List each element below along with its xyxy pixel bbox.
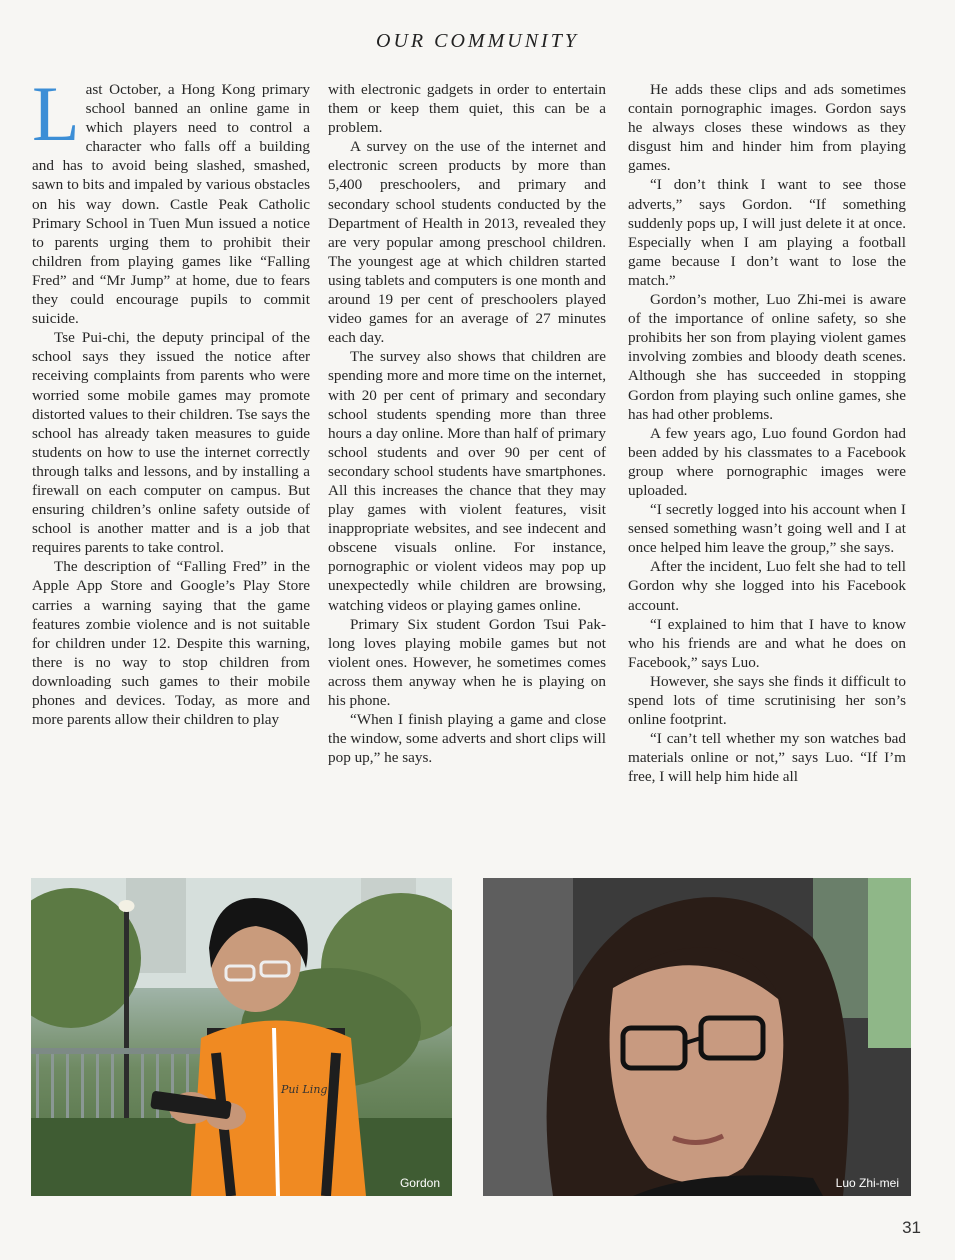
photo-caption-gordon: Gordon [399,1176,440,1190]
luo-photo-illustration [483,878,911,1196]
paragraph: Primary Six student Gordon Tsui Pak-long loves playing mobile games but not violent ones. However, he sometimes comes across them anyway when he is playing on his phone. [328,615,606,709]
paragraph: He adds these clips and ads sometimes contain pornographic images. Gordon says he always closes these windows as they disgust him and hinder him from playing games. [628,81,906,175]
photo-caption-luo: Luo Zhi-mei [835,1176,899,1190]
article-column-3 [628,80,906,786]
article-column-1 [32,70,310,729]
paragraph: The survey also shows that children are spending more and more time on the internet, with 20 per cent of primary and secondary school students spending more than three hours a day online. More than half of primary school students and over 90 per cent of secondary school students have smartphones. All this increases the chance that they may play games with violent features, visit inappropriate websites, and see indecent and obscene visuals online. For instance, pornographic or violent videos may pop up unexpectedly while children are browsing, watching videos or playing games online. [328,348,606,614]
paragraph: A survey on the use of the internet and electronic screen products by more than 5,400 preschoolers, and primary and secondary school students conducted by the Department of Health in 2013, revealed they are very popular among preschool children. The youngest age at which children started using tablets and computers is one month and around 19 per cent of preschoolers played video games for an average of 27 minutes each day. [328,138,606,347]
paragraph: “I can’t tell whether my son watches bad materials online or not,” says Luo. “If I’m free, I will help him hide all [628,730,906,786]
paragraph: Tse Pui-chi, the deputy principal of the school says they issued the notice after receiving complaints from parents who were worried some mobile games may promote distorted values to their children. Tse says the school has already taken measures to guide students on how to use the internet correctly through talks and lessons, and by installing a firewall on each computer on campus. But ensuring children’s online safety outside of school is another matter and is a job that requires parents to take control. [32,329,310,557]
paragraph: “I explained to him that I have to know who his friends are and what he does on Facebook,” says Luo. [628,615,906,671]
article-column-2 [328,80,606,767]
paragraph: “I secretly logged into his account when I sensed something wasn’t going well and I at once helped him leave the group,” she says. [628,501,906,557]
paragraph: The description of “Falling Fred” in the Apple App Store and Google’s Play Store carries a warning saying that the game features zombie violence and is not suitable for children under 12. Despite this warning, there is no way to stop children from downloading such games to their mobile phones and devices. Today, as more and more parents allow their children to play [32,558,310,729]
page-number: 31 [902,1218,921,1237]
jacket-text: Pui Ling [281,1083,328,1096]
paragraph: However, she says she finds it difficult to spend lots of time scrutinising her son’s online footprint. [628,672,906,729]
drop-cap: L [32,70,80,157]
paragraph: “I don’t think I want to see those adverts,” says Gordon. “If something suddenly pops up, I will just delete it at once. Especially when I am playing a football game because I don’t want to lose the match.” [628,176,906,289]
paragraph: with electronic gadgets in order to entertain them or keep them quiet, this can be a problem. [328,81,606,137]
paragraph: A few years ago, Luo found Gordon had been added by his classmates to a Facebook group where pornographic images were uploaded. [628,424,906,499]
paragraph: Gordon’s mother, Luo Zhi-mei is aware of the importance of online safety, so she prohibits her son from playing violent games involving zombies and bloody death scenes. Although she has succeeded in stopping Gordon from playing such online games, she has had other problems. [628,291,906,423]
photo-luo-zhi-mei [483,878,911,1196]
paragraph: Last October, a Hong Kong primary school banned an online game in which players need to control a character who falls off a building and has to avoid being slashed, smashed, sawn to bits and impaled by various obstacles on his way down. Castle Peak Catholic Primary School in Tuen Mun issued a notice to parents urging them to prohibit their children from playing games like “Falling Fred” and “Mr Jump” at home, due to fears they could encourage pupils to commit suicide. [32,70,310,328]
section-title: OUR COMMUNITY [376,30,579,52]
gordon-photo-illustration [31,878,452,1196]
photo-gordon [31,878,452,1196]
paragraph: After the incident, Luo felt she had to tell Gordon why she logged into his Facebook account. [628,558,906,614]
paragraph: “When I finish playing a game and close the window, some adverts and short clips will pop up,” he says. [328,711,606,767]
